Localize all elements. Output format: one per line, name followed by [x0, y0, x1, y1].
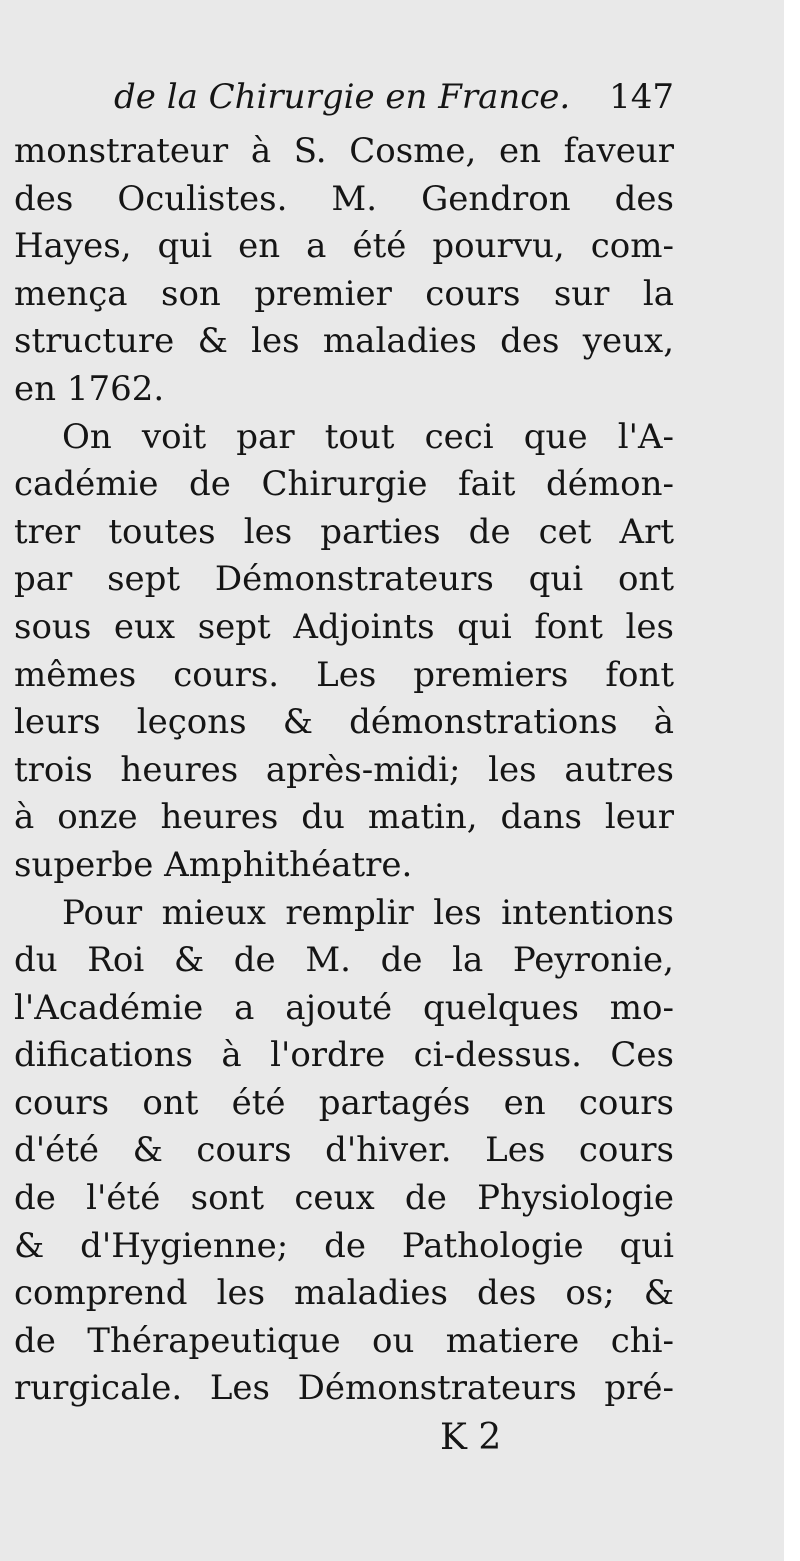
text-line: des Oculistes. M. Gendron des — [14, 178, 674, 219]
text-line: difications à l'ordre ci-dessus. Ces — [14, 1035, 674, 1076]
text-line: Hayes, qui en a été pourvu, com- — [14, 226, 674, 267]
running-title: de la Chirurgie en France. — [114, 77, 571, 117]
text-line: à onze heures du matin, dans leur — [14, 797, 674, 838]
text-line: sous eux sept Adjoints qui font les — [14, 606, 674, 647]
text-line: superbe Amphithéatre. — [14, 844, 413, 885]
text-block — [14, 66, 674, 1413]
text-line: l'Académie a ajouté quelques mo- — [14, 987, 674, 1028]
text-line: structure & les maladies des yeux, — [14, 321, 674, 362]
text-line: monstrateur à S. Cosme, en faveur — [14, 131, 674, 171]
text-line: du Roi & de M. de la Peyronie, — [14, 940, 674, 981]
page-edge — [784, 0, 800, 1561]
signature-mark: K 2 — [440, 1417, 502, 1458]
text-line: par sept Démonstrateurs qui ont — [14, 559, 674, 600]
text-line: leurs leçons & démonstrations à — [14, 702, 674, 743]
paragraph-first-line: On voit par tout ceci que l'A- — [62, 416, 674, 457]
paragraph-first-line: Pour mieux remplir les intentions — [62, 892, 674, 933]
text-line: d'été & cours d'hiver. Les cours — [14, 1130, 674, 1171]
text-line: comprend les maladies des os; & — [14, 1273, 674, 1314]
text-line: mença son premier cours sur la — [14, 273, 674, 314]
text-line: mêmes cours. Les premiers font — [14, 654, 674, 695]
text-line: cours ont été partagés en cours — [14, 1082, 674, 1123]
text-line: en 1762. — [14, 368, 165, 409]
page-number: 147 — [609, 77, 674, 117]
text-line: trer toutes les parties de cet Art — [14, 511, 674, 552]
running-head — [14, 66, 674, 128]
text-line: cadémie de Chirurgie fait démon- — [14, 464, 674, 505]
text-line: trois heures après-midi; les autres — [14, 749, 674, 790]
text-line: de l'été sont ceux de Physiologie — [14, 1178, 674, 1219]
text-line: de Thérapeutique ou matiere chi- — [14, 1320, 674, 1361]
text-line: rurgicale. Les Démonstrateurs pré- — [14, 1368, 674, 1409]
text-line: & d'Hygienne; de Pathologie qui — [14, 1225, 674, 1266]
